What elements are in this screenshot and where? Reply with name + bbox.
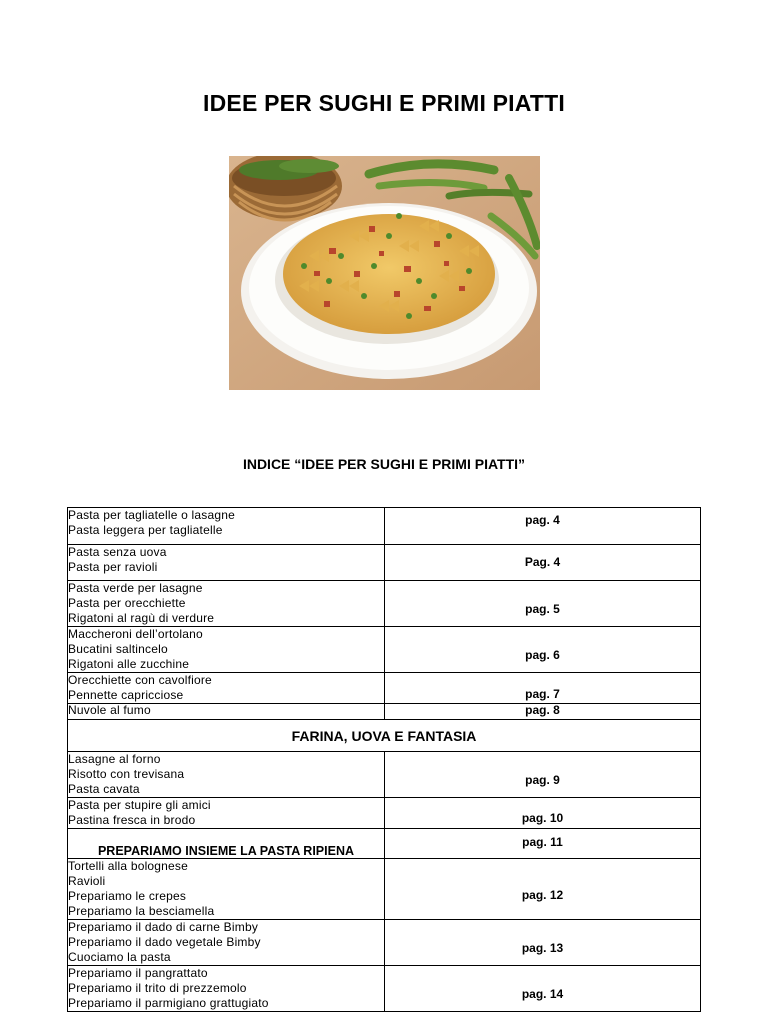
page-cell	[385, 508, 701, 545]
recipe-title: Prepariamo il dado di carne Bimby	[68, 920, 259, 934]
page-cell	[385, 704, 701, 720]
items-cell	[68, 545, 385, 581]
recipe-title: Pasta senza uova	[68, 545, 167, 559]
recipe-title: Pastina fresca in brodo	[68, 813, 196, 827]
page-cell	[385, 673, 701, 704]
page-cell	[385, 966, 701, 1012]
page-cell	[385, 829, 701, 859]
page-cell	[385, 920, 701, 966]
table-row	[68, 673, 701, 704]
table-row	[68, 859, 701, 920]
recipe-title: Pennette capricciose	[68, 688, 184, 702]
items-cell	[68, 920, 385, 966]
recipe-title: Orecchiette con cavolfiore	[68, 673, 212, 687]
recipe-title: Pasta per orecchiette	[68, 596, 186, 610]
items-cell	[68, 627, 385, 673]
page-number: pag. 5	[525, 602, 560, 616]
page-cell	[385, 581, 701, 627]
table-row	[68, 627, 701, 673]
recipe-title: Pasta verde per lasagne	[68, 581, 203, 595]
items-cell	[68, 752, 385, 798]
page-cell	[385, 798, 701, 829]
recipe-title: Prepariamo le crepes	[68, 889, 187, 903]
table-row	[68, 545, 701, 581]
table-row	[68, 752, 701, 798]
table-row	[68, 920, 701, 966]
recipe-title: Rigatoni alle zucchine	[68, 657, 190, 671]
section-heading: FARINA, UOVA E FANTASIA	[68, 720, 701, 752]
recipe-title: Pasta per tagliatelle o lasagne	[68, 508, 235, 522]
recipe-title: Pasta cavata	[68, 782, 140, 796]
page-number: pag. 11	[522, 835, 563, 849]
section-heading	[68, 829, 385, 859]
page-number: pag. 6	[525, 648, 560, 662]
page-number: pag. 4	[525, 513, 560, 527]
page-number: pag. 9	[525, 773, 560, 787]
recipe-title: Prepariamo il trito di prezzemolo	[68, 981, 247, 995]
page-number: pag. 13	[521, 941, 564, 955]
recipe-title: Cuociamo la pasta	[68, 950, 171, 964]
items-cell	[68, 581, 385, 627]
page-title: IDEE PER SUGHI E PRIMI PIATTI	[203, 90, 565, 116]
page-cell	[385, 545, 701, 581]
items-cell	[68, 508, 385, 545]
recipe-title: Pasta leggera per tagliatelle	[68, 523, 223, 537]
items-cell	[68, 673, 385, 704]
page-cell	[385, 627, 701, 673]
table-row	[68, 966, 701, 1012]
recipe-title: Prepariamo il parmigiano grattugiato	[68, 996, 269, 1010]
recipe-title: Maccheroni dell’ortolano	[68, 627, 203, 641]
pasta-dish-image	[229, 156, 540, 390]
page-number: pag. 14	[521, 987, 564, 1001]
page-number: pag. 10	[521, 811, 564, 825]
table-row	[68, 798, 701, 829]
index-table	[67, 507, 701, 1012]
page-cell	[385, 752, 701, 798]
section-row	[68, 829, 701, 859]
page-number: pag. 12	[521, 888, 564, 902]
recipe-title: Tortelli alla bolognese	[68, 859, 189, 873]
recipe-title: Prepariamo il dado vegetale Bimby	[68, 935, 261, 949]
items-cell	[68, 704, 385, 720]
recipe-title: Pasta per ravioli	[68, 560, 158, 574]
recipe-title: Lasagne al forno	[68, 752, 161, 766]
recipe-title: Risotto con trevisana	[68, 767, 185, 781]
recipe-title: Ravioli	[68, 874, 106, 888]
recipe-title: Pasta per stupire gli amici	[68, 798, 211, 812]
items-cell	[68, 966, 385, 1012]
section-row	[68, 720, 701, 752]
index-heading: INDICE “IDEE PER SUGHI E PRIMI PIATTI”	[242, 456, 526, 472]
table-row	[68, 704, 701, 720]
items-cell	[68, 859, 385, 920]
page-number: pag. 8	[525, 703, 560, 717]
recipe-title: Bucatini saltincelo	[68, 642, 168, 656]
recipe-title: Rigatoni al ragù di verdure	[68, 611, 215, 625]
recipe-title: Prepariamo la besciamella	[68, 904, 215, 918]
recipe-title: Nuvole al fumo	[68, 703, 151, 717]
section-heading-text: PREPARIAMO INSIEME LA PASTA RIPIENA	[97, 844, 355, 858]
table-row	[68, 508, 701, 545]
page-number: Pag. 4	[524, 555, 561, 569]
page-number: pag. 7	[525, 687, 560, 701]
page-cell	[385, 859, 701, 920]
items-cell	[68, 798, 385, 829]
table-row	[68, 581, 701, 627]
recipe-title: Prepariamo il pangrattato	[68, 966, 208, 980]
